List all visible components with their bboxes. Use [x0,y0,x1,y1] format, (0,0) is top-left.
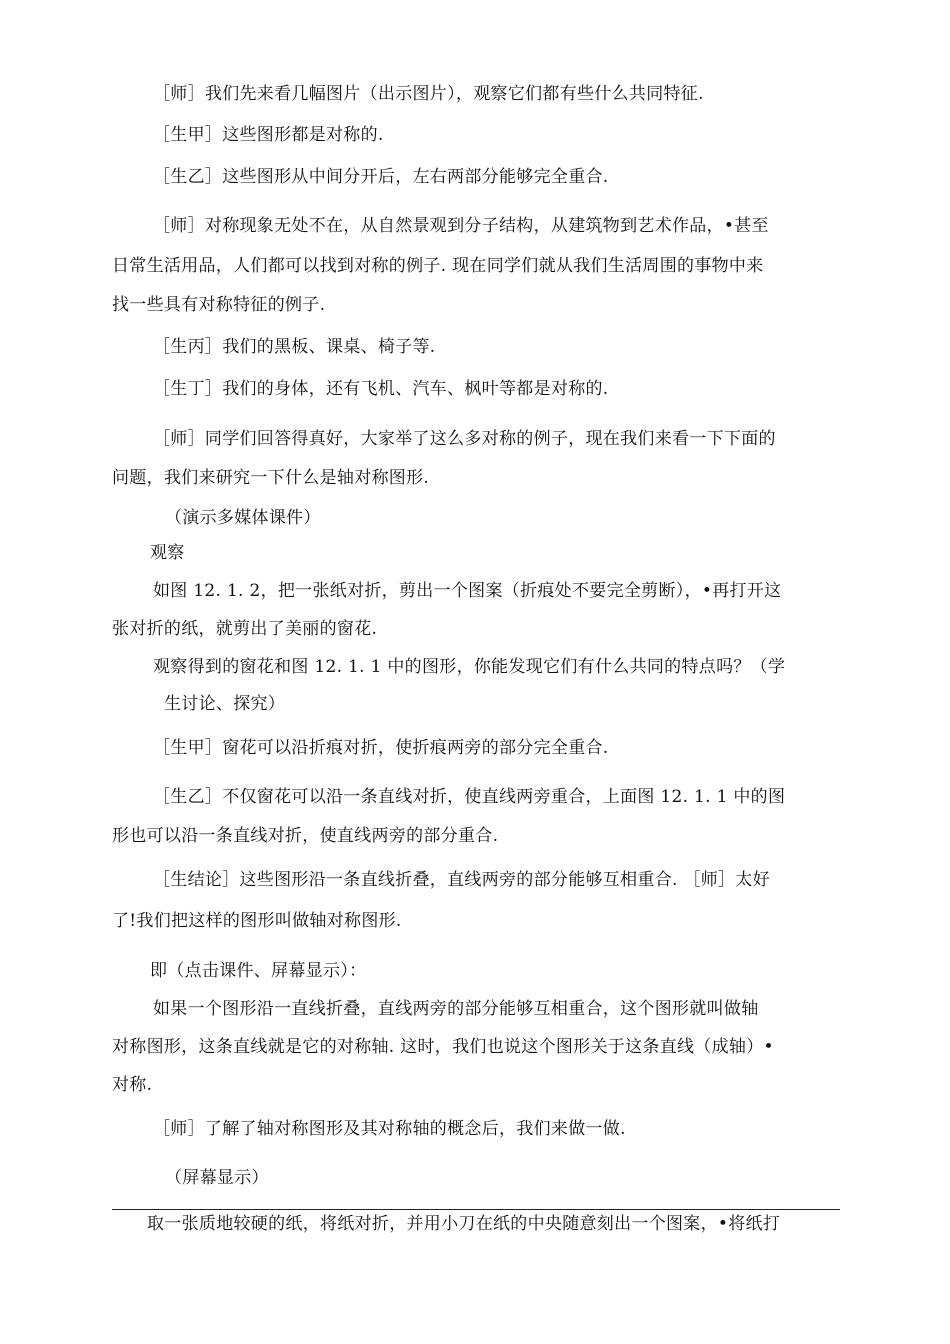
paragraph-line: ［生乙］这些图形从中间分开后，左右两部分能够完全重合. [153,167,609,187]
paragraph-line: 如图 12. 1. 2，把一张纸对折，剪出一个图案（折痕处不要完全剪断），•再打开这 [153,581,782,601]
paragraph-line: （屏幕显示） [165,1168,269,1188]
horizontal-rule [112,1209,840,1210]
paragraph-line: 日常生活用品，人们都可以找到对称的例子. 现在同学们就从我们生活周围的事物中来 [112,256,764,276]
paragraph-line: ［生结论］这些图形沿一条直线折叠，直线两旁的部分能够互相重合. ［师］太好 [153,870,770,890]
paragraph-line: ［生乙］不仅窗花可以沿一条直线对折，使直线两旁重合，上面图 12. 1. 1 中的图 [153,787,786,807]
paragraph-line: 了!我们把这样的图形叫做轴对称图形. [112,911,402,931]
paragraph-line: 形也可以沿一条直线对折，使直线两旁的部分重合. [112,826,499,846]
paragraph-line: 取一张质地较硬的纸，将纸对折，并用小刀在纸的中央随意刻出一个图案，•将纸打 [147,1214,781,1234]
paragraph-line: （演示多媒体课件） [165,508,321,528]
paragraph-line: 找一些具有对称特征的例子. [112,295,326,315]
paragraph-line: ［生甲］这些图形都是对称的. [153,125,384,145]
paragraph-line: ［师］同学们回答得真好，大家举了这么多对称的例子，现在我们来看一下下面的 [153,429,776,449]
paragraph-line: ［生丙］我们的黑板、课桌、椅子等. [153,337,436,357]
paragraph-line: 张对折的纸，就剪出了美丽的窗花. [112,619,378,639]
paragraph-line: ［生丁］我们的身体，还有飞机、汽车、枫叶等都是对称的. [153,379,609,399]
definition-line: 对称. [112,1075,153,1095]
paragraph-line: ［师］我们先来看几幅图片（出示图片），观察它们都有些什么共同特征. [153,84,704,104]
paragraph-line: 问题，我们来研究一下什么是轴对称图形. [112,468,430,488]
paragraph-line: 即（点击课件、屏幕显示）： [150,961,367,981]
definition-line: 如果一个图形沿一直线折叠，直线两旁的部分能够互相重合，这个图形就叫做轴 [153,999,759,1019]
paragraph-line: ［师］了解了轴对称图形及其对称轴的概念后，我们来做一做. [153,1119,626,1139]
definition-line: 对称图形，这条直线就是它的对称轴. 这时，我们也说这个图形关于这条直线（成轴）• [112,1037,774,1057]
paragraph-line: 观察得到的窗花和图 12. 1. 1 中的图形，你能发现它们有什么共同的特点吗？（学 [153,657,786,677]
paragraph-line: ［生甲］窗花可以沿折痕对折，使折痕两旁的部分完全重合. [153,738,609,758]
section-heading: 观察 [150,543,185,563]
paragraph-line: ［师］对称现象无处不在，从自然景观到分子结构，从建筑物到艺术作品，•甚至 [153,216,769,236]
paragraph-line: 生讨论、探究） [164,694,286,714]
